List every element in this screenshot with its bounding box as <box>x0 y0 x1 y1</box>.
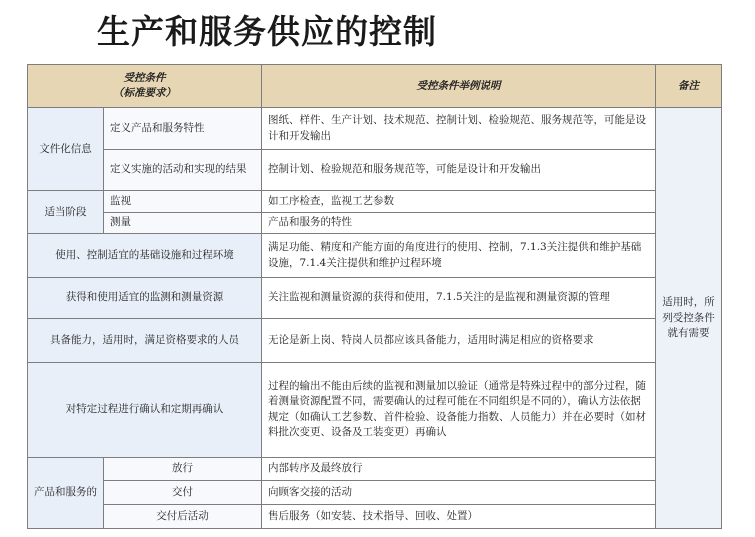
row-detail: 关注监视和测量资源的获得和使用，7.1.5关注的是监视和测量资源的管理 <box>262 277 656 318</box>
table-row <box>28 505 722 529</box>
row-detail: 向顾客交接的活动 <box>262 481 656 505</box>
table-row <box>28 212 722 234</box>
row-label: 交付 <box>104 481 262 505</box>
group-proper-stage: 适当阶段 <box>28 191 104 234</box>
row-detail: 产品和服务的特性 <box>262 212 656 234</box>
header-example: 受控条件举例说明 <box>262 65 656 108</box>
remark-cell: 适用时，所列受控条件就有需要 <box>656 108 722 529</box>
row-label: 定义实施的活动和实现的结果 <box>104 149 262 190</box>
table-row <box>28 277 722 318</box>
header-condition <box>28 65 262 108</box>
header-remark: 备注 <box>656 65 722 108</box>
table-row <box>28 108 722 149</box>
table-row <box>28 149 722 190</box>
row-detail: 无论是新上岗、特岗人员都应该具备能力，适用时满足相应的资格要求 <box>262 319 656 362</box>
row-detail: 控制计划、检验规范和服务规范等，可能是设计和开发输出 <box>262 149 656 190</box>
row-label: 具备能力，适用时，满足资格要求的人员 <box>28 319 262 362</box>
table-row <box>28 234 722 277</box>
row-label: 使用、控制适宜的基础设施和过程环境 <box>28 234 262 277</box>
row-detail: 如工序检查，监视工艺参数 <box>262 191 656 213</box>
row-label: 测量 <box>104 212 262 234</box>
row-label: 获得和使用适宜的监测和测量资源 <box>28 277 262 318</box>
row-detail: 满足功能、精度和产能方面的角度进行的使用、控制，7.1.3关注提供和维护基础设施，7.1.4关注提供和维护过程环境 <box>262 234 656 277</box>
page-title: 生产和服务供应的控制 <box>97 12 437 51</box>
row-label: 定义产品和服务特性 <box>104 108 262 149</box>
row-detail: 过程的输出不能由后续的监视和测量加以验证（通常是特殊过程中的部分过程，随着测量资源配置不同，需要确认的过程可能在不同组织是不同的），确认方法依据规定（如确认工艺参数、首件检验、设备能力指数、人员能力）并在必要时（如材料批次变更、设备及工装变更）再确认 <box>262 362 656 457</box>
table-row <box>28 481 722 505</box>
row-detail: 售后服务（如安装、技术指导、回收、处置） <box>262 505 656 529</box>
row-label: 监视 <box>104 191 262 213</box>
row-label: 交付后活动 <box>104 505 262 529</box>
table-row <box>28 191 722 213</box>
table-row <box>28 457 722 481</box>
table-header-row <box>28 65 722 108</box>
row-detail: 内部转序及最终放行 <box>262 457 656 481</box>
header-condition-label: 受控条件 <box>123 71 166 84</box>
controlled-conditions-table <box>27 64 722 529</box>
row-label: 放行 <box>104 457 262 481</box>
header-condition-sub: （标准要求） <box>113 87 176 100</box>
table-row <box>28 319 722 362</box>
group-product-service: 产品和服务的 <box>28 457 104 528</box>
table-row <box>28 362 722 457</box>
row-detail: 图纸、样件、生产计划、技术规范、控制计划、检验规范、服务规范等，可能是设计和开发输出 <box>262 108 656 149</box>
row-label: 对特定过程进行确认和定期再确认 <box>28 362 262 457</box>
group-doc-info: 文件化信息 <box>28 108 104 191</box>
